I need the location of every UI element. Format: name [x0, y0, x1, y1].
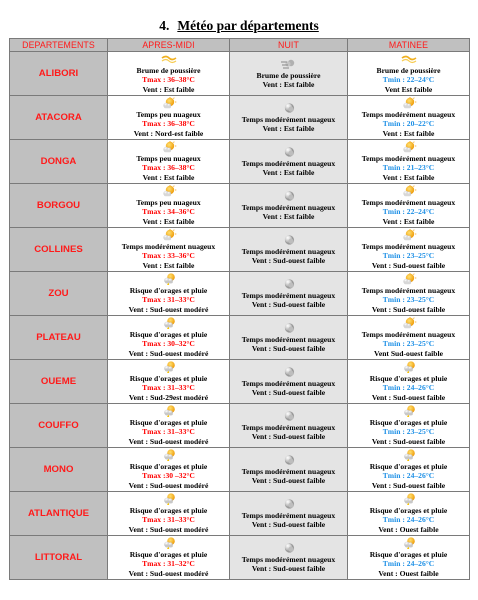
- header-row: [10, 39, 470, 52]
- wind-info: Vent : Sud-ouest modéré: [128, 568, 209, 578]
- forecast-cell-nuit: [230, 448, 348, 492]
- weather-description: Risque d'orages et pluie: [129, 506, 208, 516]
- weather-description: Temps modérément nuageux: [241, 290, 336, 300]
- table-row: [10, 360, 470, 404]
- departement-name: BORGOU: [10, 184, 108, 228]
- wind-info: Vent : Sud-ouest faible: [371, 436, 446, 446]
- forecast-cell-matinee: [348, 404, 470, 448]
- departement-name: ATLANTIQUE: [10, 492, 108, 536]
- temp-min: Tmin : 24–26°C: [382, 515, 435, 525]
- sun-cloud-icon: [400, 97, 418, 110]
- header-departements: DEPARTEMENTS: [10, 39, 108, 52]
- temp-max: Tmax : 31–33°C: [142, 383, 195, 393]
- sun-storm-icon: [160, 317, 178, 330]
- wind-info: Vent : Sud-ouest faible: [251, 256, 326, 265]
- wind-info: Vent : Est faible: [142, 260, 195, 270]
- dust-wind-icon: [280, 58, 298, 71]
- weather-description: Brume de poussière: [376, 66, 441, 76]
- weather-description: Temps peu nuageux: [136, 110, 201, 120]
- weather-description: Temps modérément nuageux: [241, 114, 336, 124]
- departement-name: DONGA: [10, 140, 108, 184]
- sun-cloud-icon: [400, 141, 418, 154]
- table-row: [10, 492, 470, 536]
- weather-description: Risque d'orages et pluie: [129, 462, 208, 472]
- sun-cloud-icon: [400, 185, 418, 198]
- wind-info: Vent Sud-ouest faible: [374, 348, 443, 358]
- weather-table: [9, 38, 470, 580]
- wind-info: Vent : Ouest faible: [378, 568, 439, 578]
- forecast-cell-matinee: [348, 96, 470, 140]
- weather-description: Temps modérément nuageux: [121, 242, 216, 252]
- wind-info: Vent : Sud-ouest faible: [371, 304, 446, 314]
- wind-info: Vent : Est faible: [142, 172, 195, 182]
- departement-name: LITTORAL: [10, 536, 108, 580]
- wind-info: Vent : Est faible: [382, 216, 435, 226]
- weather-description: Risque d'orages et pluie: [369, 418, 448, 428]
- forecast-cell-apres-midi: [108, 228, 230, 272]
- wind-info: Vent : Sud-ouest modéré: [128, 480, 209, 490]
- temp-min: Tmin : 24–26°C: [382, 559, 435, 569]
- sun-storm-icon: [400, 493, 418, 506]
- wind-info: Vent : Sud-ouest modéré: [128, 524, 209, 534]
- wind-info: Vent : Nord-est faible: [133, 128, 204, 138]
- temp-max: Tmax : 34–36°C: [142, 207, 195, 217]
- forecast-cell-matinee: [348, 140, 470, 184]
- forecast-cell-apres-midi: [108, 404, 230, 448]
- wind-info: Vent : Sud-ouest faible: [251, 344, 326, 353]
- departement-name: ALIBORI: [10, 52, 108, 96]
- departement-name: ATACORA: [10, 96, 108, 140]
- temp-min: Tmin : 24–26°C: [382, 383, 435, 393]
- forecast-cell-apres-midi: [108, 536, 230, 580]
- sun-cloud-icon: [160, 229, 178, 242]
- forecast-cell-nuit: [230, 404, 348, 448]
- sun-storm-icon: [160, 405, 178, 418]
- sun-storm-icon: [400, 449, 418, 462]
- weather-description: Temps modérément nuageux: [241, 158, 336, 168]
- header-matinee: MATINEE: [348, 39, 470, 52]
- moon-cloud-icon: [280, 366, 298, 379]
- wind-info: Vent : Sud-ouest faible: [371, 260, 446, 270]
- weather-description: Brume de poussière: [256, 70, 321, 80]
- temp-max: Tmax :30 –32°C: [142, 471, 195, 481]
- departement-name: OUEME: [10, 360, 108, 404]
- forecast-cell-apres-midi: [108, 492, 230, 536]
- weather-description: Temps modérément nuageux: [361, 154, 456, 164]
- section-number: 4.: [159, 18, 170, 33]
- departement-name: COLLINES: [10, 228, 108, 272]
- temp-min: Tmin : 21–23°C: [382, 163, 435, 173]
- forecast-cell-matinee: [348, 272, 470, 316]
- weather-description: Temps modérément nuageux: [241, 510, 336, 520]
- wind-info: Vent : Sud-ouest modéré: [128, 436, 209, 446]
- sun-cloud-icon: [400, 317, 418, 330]
- wind-info: Vent : Sud-ouest faible: [251, 520, 326, 529]
- departement-name: COUFFO: [10, 404, 108, 448]
- sun-cloud-icon: [400, 273, 418, 286]
- weather-description: Temps modérément nuageux: [241, 378, 336, 388]
- forecast-cell-nuit: [230, 228, 348, 272]
- wind-info: Vent : Sud-ouest faible: [371, 480, 446, 490]
- temp-max: Tmax : 36–38°C: [142, 119, 195, 129]
- forecast-cell-apres-midi: [108, 272, 230, 316]
- moon-cloud-icon: [280, 542, 298, 555]
- weather-description: Temps modérément nuageux: [241, 334, 336, 344]
- page-title: [0, 17, 478, 35]
- weather-description: Temps modérément nuageux: [361, 110, 456, 120]
- forecast-cell-nuit: [230, 360, 348, 404]
- wind-info: Vent : Est faible: [262, 124, 315, 133]
- forecast-cell-matinee: [348, 184, 470, 228]
- departement-name: MONO: [10, 448, 108, 492]
- temp-min: Tmin : 23–25°C: [382, 251, 435, 261]
- moon-cloud-icon: [280, 234, 298, 247]
- header-nuit: NUIT: [230, 39, 348, 52]
- weather-description: Risque d'orages et pluie: [129, 550, 208, 560]
- temp-max: Tmax : 33–36°C: [142, 251, 195, 261]
- weather-description: Temps modérément nuageux: [241, 466, 336, 476]
- temp-min: Tmin : 23–25°C: [382, 295, 435, 305]
- wind-info: Vent : Est faible: [382, 172, 435, 182]
- wind-info: Vent Est faible: [384, 84, 433, 94]
- weather-description: Risque d'orages et pluie: [129, 374, 208, 384]
- weather-description: Temps modérément nuageux: [361, 242, 456, 252]
- wind-info: Vent : Est faible: [142, 216, 195, 226]
- wind-info: Vent : Sud-ouest faible: [371, 392, 446, 402]
- moon-cloud-icon: [280, 190, 298, 203]
- table-row: [10, 96, 470, 140]
- temp-max: Tmax : 31–33°C: [142, 427, 195, 437]
- forecast-cell-apres-midi: [108, 140, 230, 184]
- weather-description: Risque d'orages et pluie: [369, 462, 448, 472]
- wind-info: Vent : Sud-29est modéré: [128, 392, 209, 402]
- forecast-cell-nuit: [230, 140, 348, 184]
- sun-cloud-icon: [160, 185, 178, 198]
- weather-description: Temps modérément nuageux: [241, 422, 336, 432]
- temp-min: Tmin : 24–26°C: [382, 471, 435, 481]
- wind-info: Vent : Sud-ouest faible: [251, 388, 326, 397]
- table-row: [10, 316, 470, 360]
- sun-storm-icon: [400, 537, 418, 550]
- weather-description: Temps modérément nuageux: [361, 286, 456, 296]
- wind-info: Vent : Ouest faible: [378, 524, 439, 534]
- table-row: [10, 536, 470, 580]
- moon-cloud-icon: [280, 498, 298, 511]
- temp-min: Tmin : 20–22°C: [382, 119, 435, 129]
- forecast-cell-apres-midi: [108, 316, 230, 360]
- sun-storm-icon: [160, 273, 178, 286]
- temp-min: Tmin : 23–25°C: [382, 427, 435, 437]
- departement-name: ZOU: [10, 272, 108, 316]
- forecast-cell-nuit: [230, 492, 348, 536]
- weather-description: Temps modérément nuageux: [241, 202, 336, 212]
- sun-storm-icon: [160, 493, 178, 506]
- forecast-cell-apres-midi: [108, 360, 230, 404]
- weather-description: Temps modérément nuageux: [241, 554, 336, 564]
- sun-storm-icon: [160, 537, 178, 550]
- forecast-cell-apres-midi: [108, 448, 230, 492]
- haze-icon: [400, 53, 418, 66]
- wind-info: Vent : Sud-ouest faible: [251, 300, 326, 309]
- sun-storm-icon: [160, 449, 178, 462]
- forecast-cell-nuit: [230, 272, 348, 316]
- table-row: [10, 184, 470, 228]
- wind-info: Vent : Sud-ouest faible: [251, 564, 326, 573]
- wind-info: Vent : Est faible: [262, 80, 315, 89]
- wind-info: Vent : Est faible: [262, 212, 315, 221]
- table-row: [10, 140, 470, 184]
- forecast-cell-apres-midi: [108, 52, 230, 96]
- temp-min: Tmin : 22–24°C: [382, 207, 435, 217]
- section-title: Météo par départements: [177, 18, 319, 33]
- forecast-cell-matinee: [348, 492, 470, 536]
- weather-description: Brume de poussière: [136, 66, 201, 76]
- haze-icon: [160, 53, 178, 66]
- forecast-cell-matinee: [348, 228, 470, 272]
- forecast-cell-matinee: [348, 360, 470, 404]
- weather-description: Risque d'orages et pluie: [129, 286, 208, 296]
- moon-cloud-icon: [280, 454, 298, 467]
- forecast-cell-matinee: [348, 448, 470, 492]
- weather-description: Risque d'orages et pluie: [369, 506, 448, 516]
- forecast-cell-matinee: [348, 316, 470, 360]
- forecast-cell-nuit: [230, 536, 348, 580]
- weather-description: Risque d'orages et pluie: [369, 374, 448, 384]
- forecast-cell-apres-midi: [108, 96, 230, 140]
- table-row: [10, 272, 470, 316]
- wind-info: Vent : Sud-ouest faible: [251, 432, 326, 441]
- moon-cloud-icon: [280, 278, 298, 291]
- header-apres-midi: APRES-MIDI: [108, 39, 230, 52]
- weather-description: Temps modérément nuageux: [241, 246, 336, 256]
- temp-max: Tmax : 36–38°C: [142, 75, 195, 85]
- temp-min: Tmin : 23–25°C: [382, 339, 435, 349]
- forecast-cell-nuit: [230, 316, 348, 360]
- sun-cloud-icon: [160, 97, 178, 110]
- forecast-cell-nuit: [230, 184, 348, 228]
- wind-info: Vent : Sud-ouest modéré: [128, 304, 209, 314]
- wind-info: Vent : Est faible: [142, 84, 195, 94]
- moon-cloud-icon: [280, 146, 298, 159]
- forecast-cell-nuit: [230, 96, 348, 140]
- sun-storm-icon: [160, 361, 178, 374]
- wind-info: Vent : Sud-ouest modéré: [128, 348, 209, 358]
- weather-description: Risque d'orages et pluie: [129, 330, 208, 340]
- table-row: [10, 404, 470, 448]
- wind-info: Vent : Sud-ouest faible: [251, 476, 326, 485]
- moon-cloud-icon: [280, 410, 298, 423]
- forecast-cell-nuit: [230, 52, 348, 96]
- moon-cloud-icon: [280, 102, 298, 115]
- weather-description: Temps modérément nuageux: [361, 330, 456, 340]
- moon-cloud-icon: [280, 322, 298, 335]
- sun-storm-icon: [400, 361, 418, 374]
- wind-info: Vent : Est faible: [262, 168, 315, 177]
- sun-cloud-icon: [400, 229, 418, 242]
- table-row: [10, 228, 470, 272]
- temp-max: Tmax : 30–32°C: [142, 339, 195, 349]
- temp-max: Tmax : 31–33°C: [142, 515, 195, 525]
- forecast-cell-matinee: [348, 536, 470, 580]
- table-row: [10, 448, 470, 492]
- weather-description: Temps peu nuageux: [136, 198, 201, 208]
- sun-storm-icon: [400, 405, 418, 418]
- forecast-cell-matinee: [348, 52, 470, 96]
- wind-info: Vent : Est faible: [382, 128, 435, 138]
- table-row: [10, 52, 470, 96]
- weather-description: Risque d'orages et pluie: [129, 418, 208, 428]
- temp-max: Tmax : 31–32°C: [142, 559, 195, 569]
- sun-cloud-icon: [160, 141, 178, 154]
- weather-description: Temps modérément nuageux: [361, 198, 456, 208]
- forecast-cell-apres-midi: [108, 184, 230, 228]
- weather-description: Temps peu nuageux: [136, 154, 201, 164]
- temp-min: Tmin : 22–24°C: [382, 75, 435, 85]
- weather-description: Risque d'orages et pluie: [369, 550, 448, 560]
- temp-max: Tmax : 36–38°C: [142, 163, 195, 173]
- departement-name: PLATEAU: [10, 316, 108, 360]
- temp-max: Tmax : 31–33°C: [142, 295, 195, 305]
